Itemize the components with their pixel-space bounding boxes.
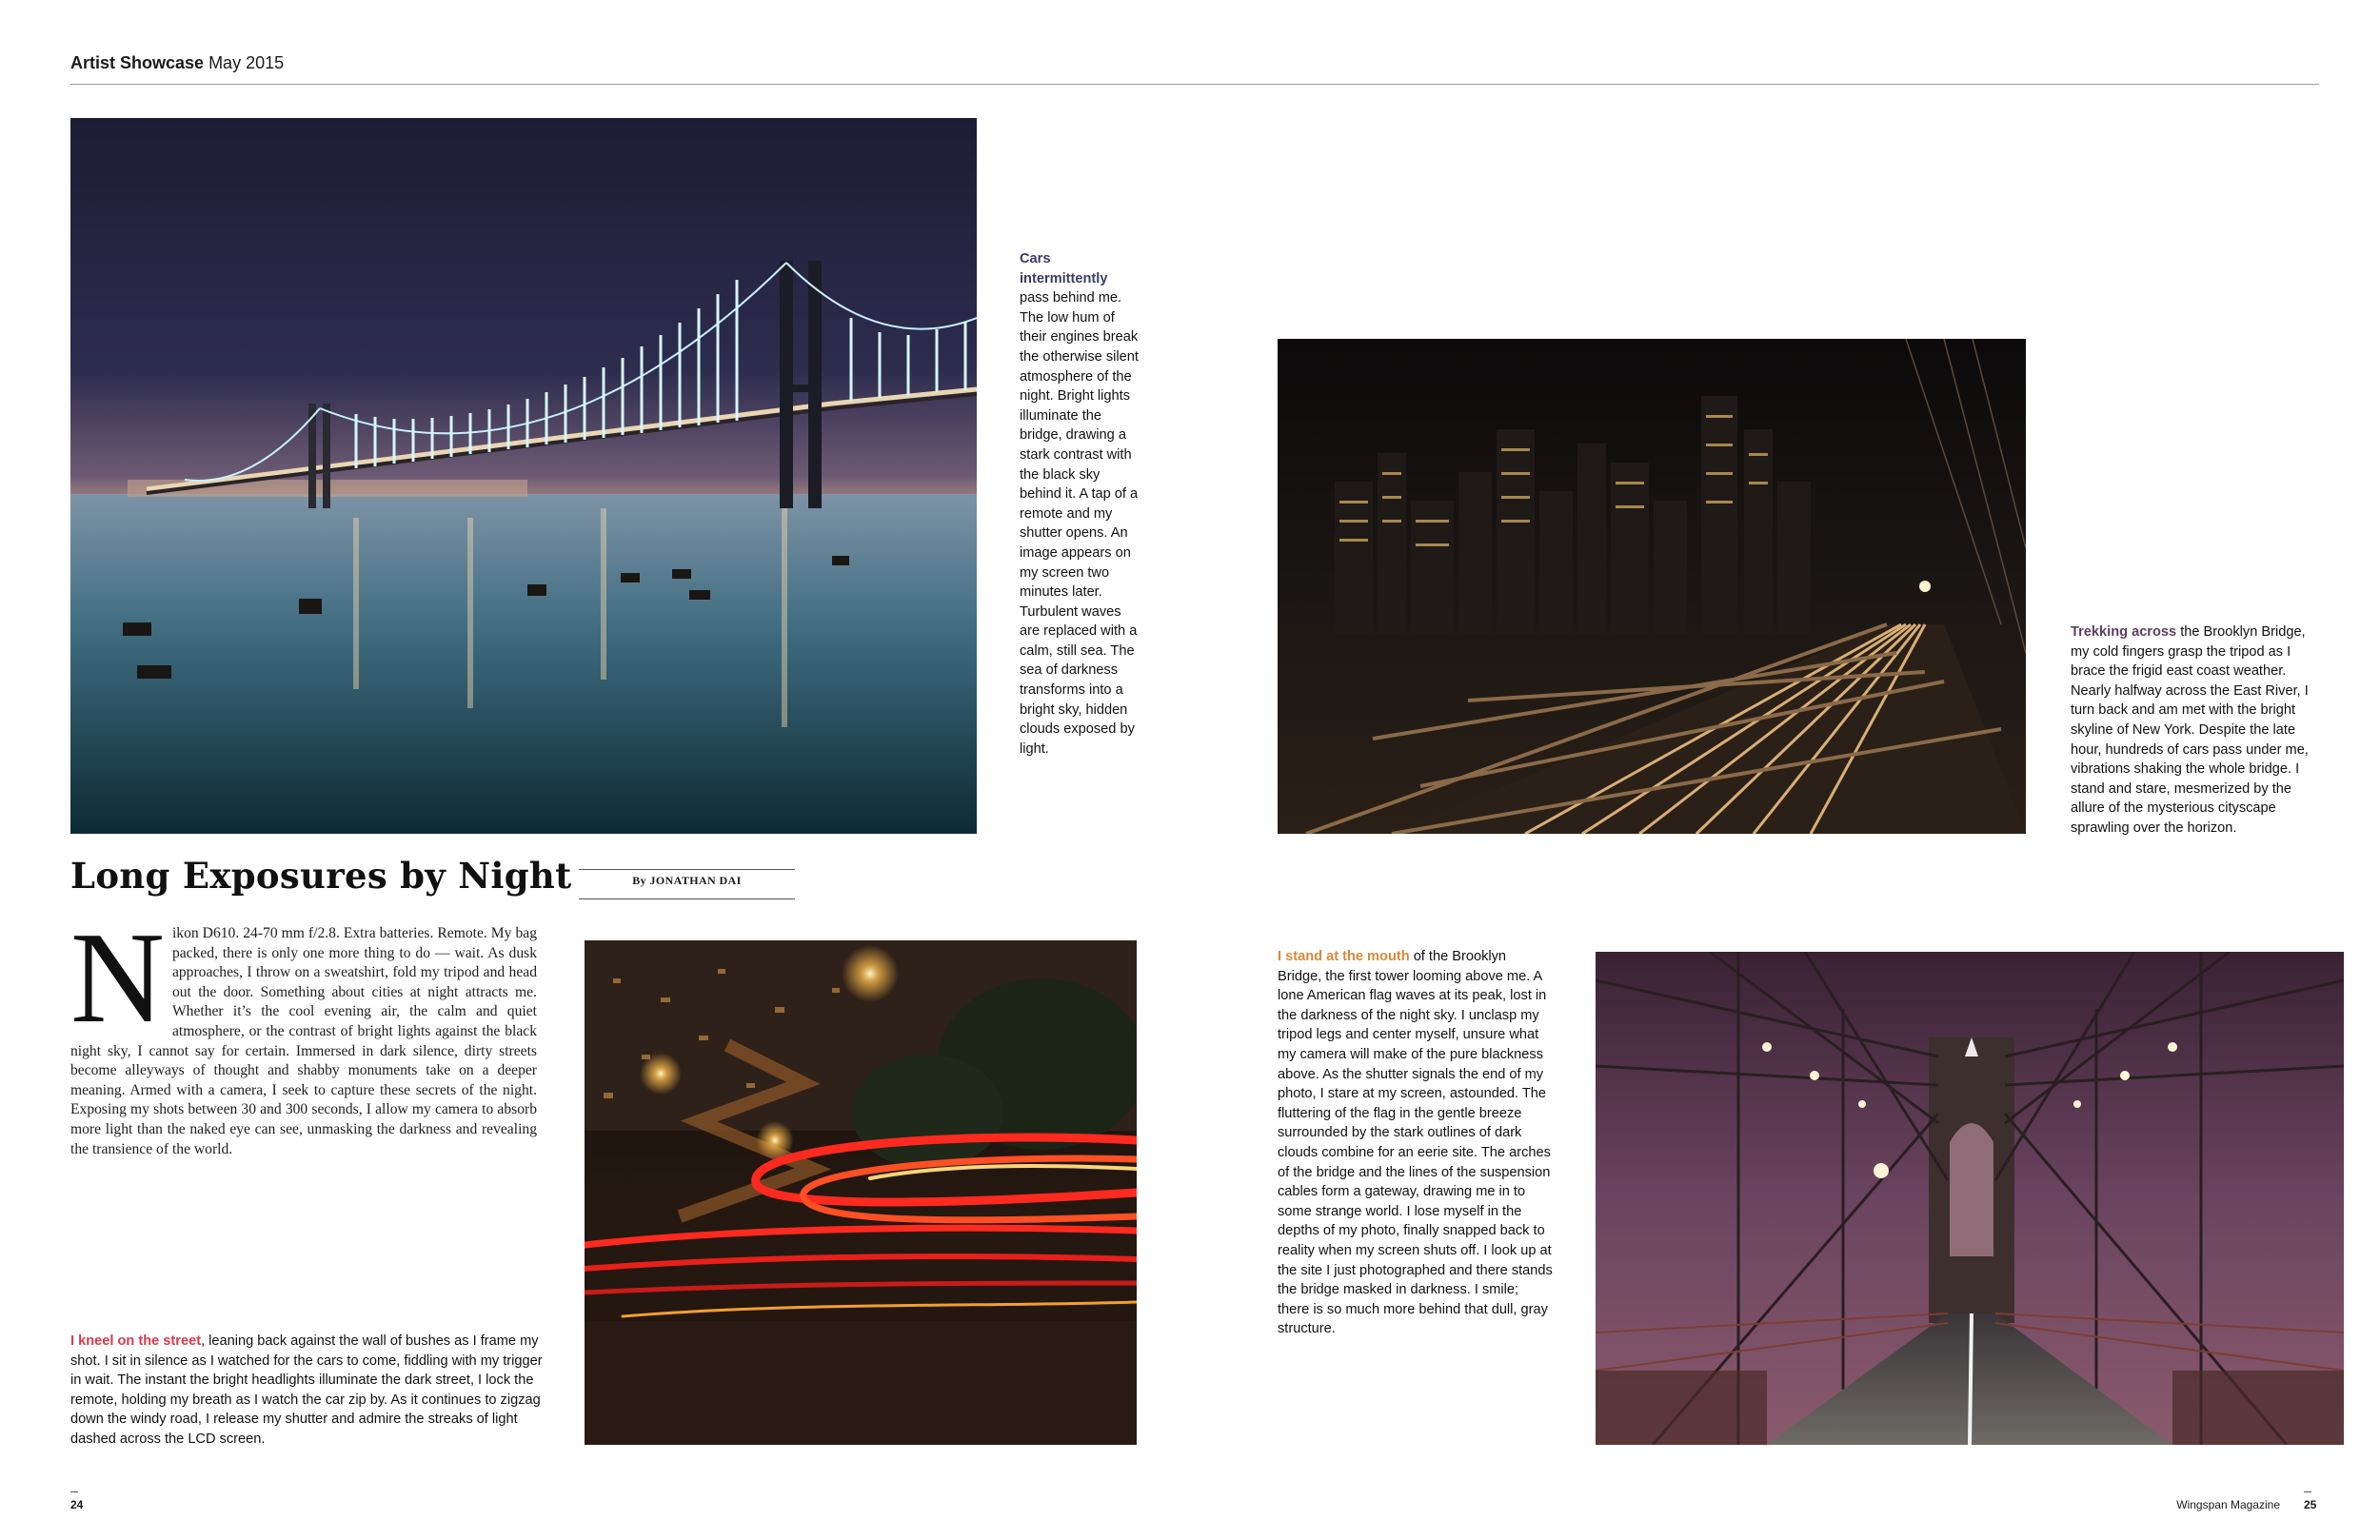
brooklyn-skyline-photo bbox=[1278, 339, 2026, 834]
footer-tick-left bbox=[70, 1491, 78, 1492]
magazine-name: Wingspan Magazine bbox=[2176, 1498, 2280, 1511]
section-name: Artist Showcase bbox=[70, 53, 205, 72]
article-title: Long Exposures by Night bbox=[70, 855, 572, 897]
running-header bbox=[70, 53, 284, 73]
bay-bridge-photo bbox=[70, 118, 977, 834]
caption-trekking-lead: Trekking across bbox=[2071, 624, 2177, 640]
intro-text: ikon D610. 24-70 mm f/2.8. Extra batteries. Remote. My bag packed, there is only one more thing to do — wait. As dusk approaches, I throw on a sweatshirt, fold my tripod and head out the door. Something about cities at night attracts me. Whether it’s the cool evening air, the calm and quiet atmosphere, or the contrast of bright lights against the black night sky, I cannot say for certain. Immersed in dark silence, dirty streets become alleyways of thought and shabby monuments take on a deeper meaning. Armed with a camera, I seek to capture these secrets of the night. Exposing my shots between 30 and 300 seconds, I allow my camera to absorb more light than the naked eye can see, unmasking the darkness and revealing the transience of the world. bbox=[70, 925, 537, 1157]
caption-kneel-lead: I kneel on the street bbox=[70, 1333, 202, 1349]
caption-trekking-body: the Brooklyn Bridge, my cold fingers grasp the tripod as I brace the frigid east coast weather. Nearly halfway across the East River, I turn back and am met with the bright skyline of New York. Despite the late hour, hundreds of cars pass under me, vibrations shaking the whole bridge. I stand and stare, mesmerized by the allure of the mysterious cityscape sprawling over the horizon. bbox=[2071, 624, 2309, 836]
caption-mouth bbox=[1278, 947, 1554, 1339]
light-trails-photo bbox=[585, 940, 1137, 1445]
caption-kneel bbox=[70, 1332, 546, 1450]
footer-tick-right bbox=[2304, 1491, 2311, 1492]
caption-kneel-body: , leaning back against the wall of bushes as I frame my shot. I sit in silence as I watched for the cars to come, fiddling with my trigger in wait. The instant the bright headlights illuminate the dark street, I lock the remote, holding my breath as I watch the car zip by. As it continues to zigzag down the windy road, I release my shutter and admire the streaks of light dashed across the LCD screen. bbox=[70, 1333, 543, 1447]
page-number-left: 24 bbox=[70, 1498, 84, 1511]
caption-cars bbox=[1020, 249, 1139, 759]
brooklyn-walkway-photo bbox=[1596, 952, 2344, 1445]
header-rule bbox=[70, 84, 2319, 85]
page-number-right: 25 bbox=[2304, 1498, 2317, 1511]
byline: By JONATHAN DAI bbox=[632, 874, 742, 887]
caption-mouth-body: of the Brooklyn Bridge, the first tower looming above me. A lone American flag waves at its peak, lost in the darkness of the night sky. I unclasp my tripod legs and center myself, unsure what my camera will make of the pure blackness above. As the shutter signals the end of my photo, I stare at my screen, astounded. The fluttering of the flag in the gentle breeze surrounded by the stark outlines of dark clouds combine for an eerie site. The arches of the bridge and the lines of the suspension cables form a gateway, drawing me in to some strange world. I lose myself in the depths of my photo, finally snapped back to reality when my screen shuts off. I look up at the site I just photographed and there stands the bridge masked in darkness. I smile; there is so much more behind that dull, gray structure. bbox=[1278, 949, 1553, 1337]
caption-cars-body: pass behind me. The low hum of their engines break the otherwise silent atmosphere of the night. Bright lights illuminate the bridge, drawing a stark contrast with the black sky behind it. A tap of a remote and my shutter opens. An image appears on my screen two minutes later. Turbulent waves are replaced with a calm, still sea. The sea of darkness transforms into a bright sky, hidden clouds exposed by light. bbox=[1020, 290, 1139, 757]
drop-cap: N bbox=[70, 905, 165, 1050]
caption-trekking bbox=[2071, 622, 2328, 839]
caption-mouth-lead: I stand at the mouth bbox=[1278, 949, 1410, 964]
intro-paragraph bbox=[70, 905, 537, 1159]
caption-cars-lead: Cars intermittently bbox=[1020, 251, 1108, 286]
issue-date: May 2015 bbox=[208, 53, 285, 72]
